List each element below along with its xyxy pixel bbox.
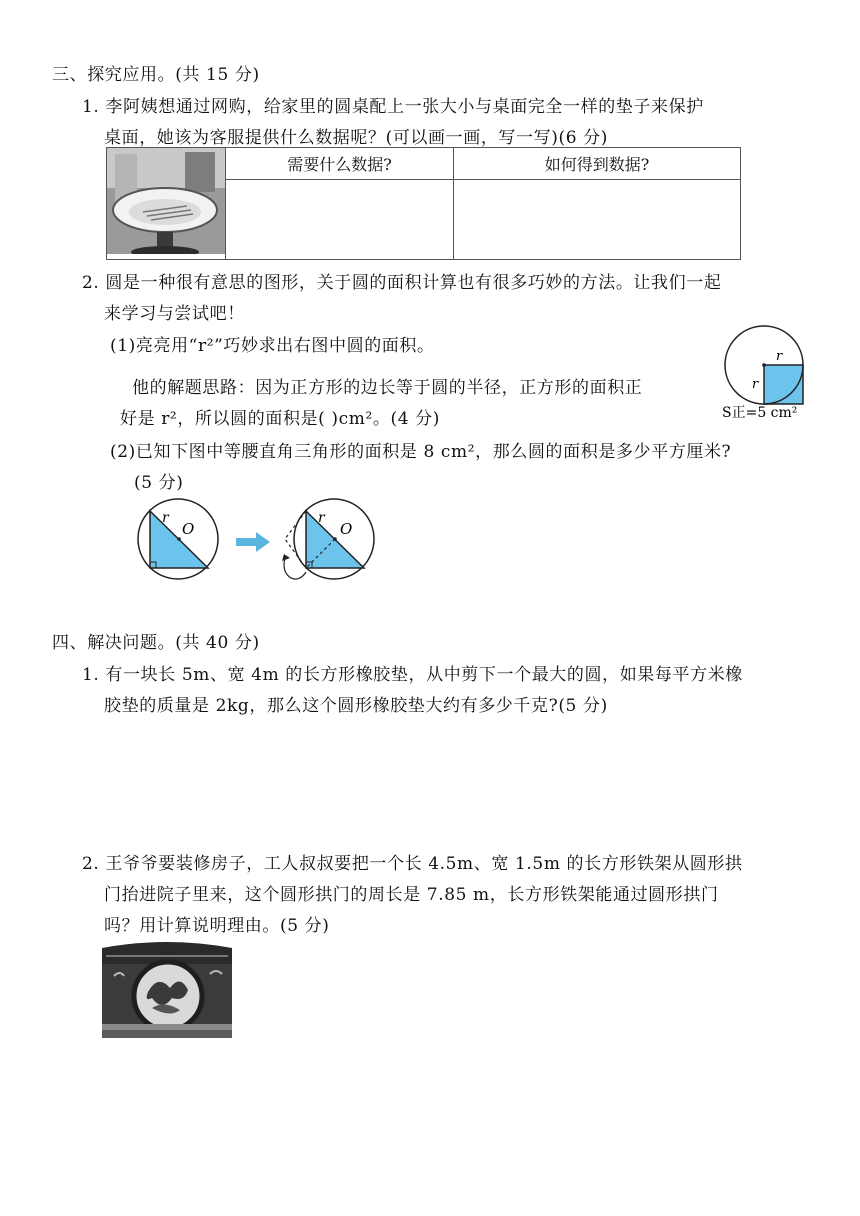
fig2-left-label-o: O	[182, 520, 195, 538]
section-4-title: 四、解决问题。(共 40 分)	[52, 633, 260, 653]
s3-q2-part2-line1: (2)已知下图中等腰直角三角形的面积是 8 cm²，那么圆的面积是多少平方厘米?	[110, 442, 732, 462]
round-table-photo-image	[107, 148, 225, 254]
fig2-left-label-r: r	[162, 510, 169, 526]
table-answer-cell-method[interactable]	[454, 180, 741, 260]
table-header-data-needed: 需要什么数据?	[226, 148, 454, 180]
right-arrow-icon	[236, 532, 270, 552]
section-3-title: 三、探究应用。(共 15 分)	[52, 65, 260, 85]
round-table-photo	[107, 148, 226, 260]
fig1-label-r-left: r	[752, 377, 759, 392]
fig1-label-r-top: r	[776, 349, 783, 364]
s3-q2-part2-line2: (5 分)	[134, 473, 184, 493]
fig2-right-label-o: O	[340, 520, 353, 538]
table-header-how-to-get: 如何得到数据?	[454, 148, 741, 180]
s4-q2-line2: 门抬进院子里来，这个圆形拱门的周长是 7.85 m，长方形铁架能通过圆形拱门	[104, 885, 719, 905]
fig1-caption: S正=5 cm²	[722, 405, 798, 421]
s3-q2-part1-line2: 他的解题思路：因为正方形的边长等于圆的半径，正方形的面积正	[132, 378, 643, 398]
s3-q2-part1-line3: 好是 r²，所以圆的面积是( )cm²。(4 分)	[120, 409, 440, 429]
s3-q2-line1: 2. 圆是一种很有意思的图形，关于圆的面积计算也有很多巧妙的方法。让我们一起	[82, 273, 722, 293]
table-answer-cell-data[interactable]	[226, 180, 454, 260]
moon-gate-photo	[102, 942, 232, 1038]
s3-q1-line2: 桌面，她该为客服提供什么数据呢？(可以画一画，写一写)(6 分)	[104, 128, 608, 148]
s3-q2-part1-line1: (1)亮亮用“r²”巧妙求出右图中圆的面积。	[110, 336, 435, 356]
s4-q2-line1: 2. 王爷爷要装修房子，工人叔叔要把一个长 4.5m、宽 1.5m 的长方形铁架从圆形拱	[82, 854, 743, 874]
s4-q1-line1: 1. 有一块长 5m、宽 4m 的长方形橡胶垫，从中剪下一个最大的圆，如果每平方米橡	[82, 665, 743, 685]
s4-q1-line2: 胶垫的质量是 2kg，那么这个圆形橡胶垫大约有多少千克?(5 分)	[104, 696, 608, 716]
circle-square-figure	[718, 322, 842, 422]
fig2-right-label-r: r	[318, 510, 325, 526]
s4-q2-line3: 吗？用计算说明理由。(5 分)	[104, 916, 330, 936]
triangle-circle-figure	[128, 496, 398, 588]
s3-q1-line1: 1. 李阿姨想通过网购，给家里的圆桌配上一张大小与桌面完全一样的垫子来保护	[82, 97, 704, 117]
answer-table	[106, 147, 741, 260]
s3-q2-line2: 来学习与尝试吧！	[104, 304, 245, 324]
